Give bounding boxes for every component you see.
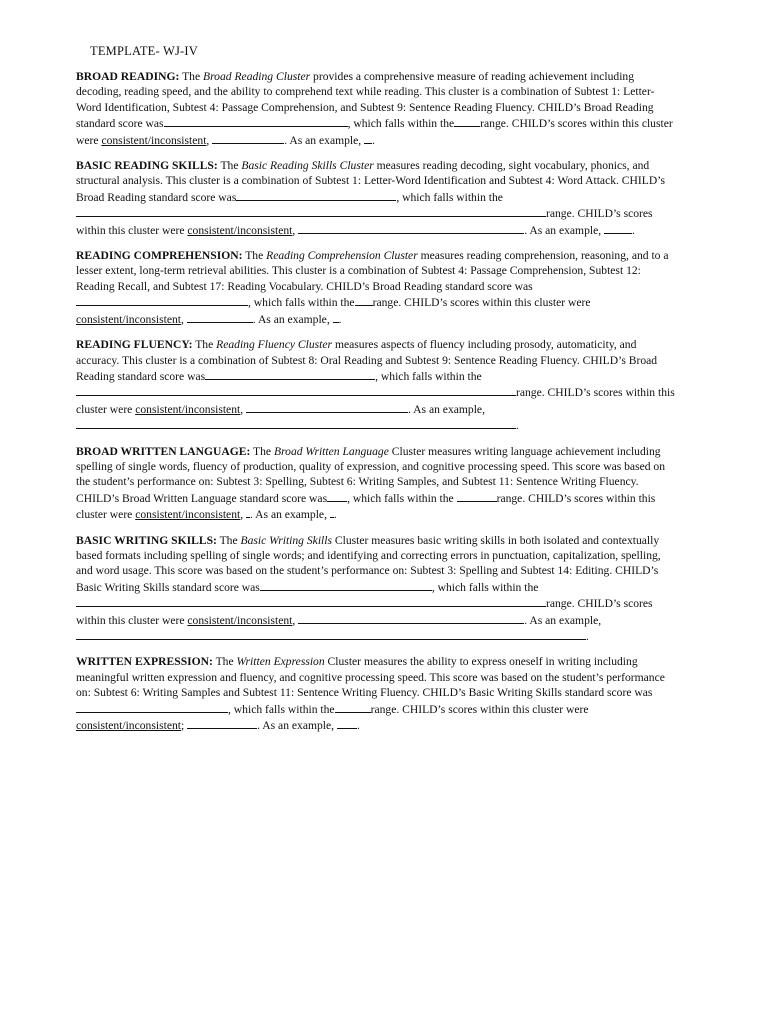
consistency-option: consistent/inconsistent: [76, 719, 181, 733]
section-heading: WRITTEN EXPRESSION:: [76, 655, 213, 669]
explanation-blank[interactable]: [246, 401, 408, 413]
range-blank[interactable]: [457, 490, 497, 502]
section-paragraph: READING FLUENCY: The Reading Fluency Cluster measures aspects of fluency including prosody, automaticity, and accuracy. This cluster is a combination of Subtest 8: Oral Reading and Subtest 9: Sentence Reading Fluency. CHILD’s Broad Reading standard score was , which falls within therange. CHILD’s scores within this cluster were consistent/inconsistent, . As an example, .: [76, 338, 675, 433]
consistency-option: consistent/inconsistent: [135, 508, 241, 522]
score-blank[interactable]: [164, 115, 348, 127]
cluster-name: Reading Fluency Cluster: [216, 338, 333, 352]
section-basic-reading-skills: [76, 158, 676, 238]
cluster-name: Basic Reading Skills Cluster: [241, 159, 374, 173]
score-blank[interactable]: [236, 189, 396, 201]
example-blank[interactable]: [364, 132, 372, 144]
section-paragraph: BASIC READING SKILLS: The Basic Reading Skills Cluster measures reading decoding, sight vocabulary, phonics, and structural analysis. This cluster is a combination of Subtest 1: Letter-Word Identification and Subtest 4: Word Attack. CHILD’s Broad Reading standard score was , which falls within the range. CHILD’s scores within this cluster were consistent/inconsistent, . As an example, .: [76, 159, 665, 237]
document-page: [76, 44, 676, 733]
section-paragraph: BROAD READING: The Broad Reading Cluster provides a comprehensive measure of reading achievement including decoding, reading speed, and the ability to comprehend text while reading. This cluster is a combination of Subtest 1: Letter-Word Identification, Subtest 4: Passage Comprehension, and Subtest 9: Sentence Reading Fluency. CHILD’s Broad Reading standard score was , which falls within the range. CHILD’s scores within this cluster were consistent/inconsistent, . As an example, .: [76, 70, 673, 147]
section-basic-writing-skills: [76, 533, 676, 645]
section-reading-comprehension: [76, 248, 676, 327]
range-blank[interactable]: [76, 205, 546, 217]
cluster-name: Broad Written Language: [273, 444, 389, 458]
section-broad-reading: [76, 69, 676, 148]
section-paragraph: READING COMPREHENSION: The Reading Comprehension Cluster measures reading comprehension, reasoning, and to a lesser extent, long-term retrieval abilities. This cluster is a combination of Subtest 4: Passage Comprehension, Subtest 12: Reading Recall, and Subtest 17: Reading Vocabulary. CHILD’s Broad Reading standard score was, which falls within the range. CHILD’s scores within this cluster were consistent/inconsistent, . As an example, .: [76, 249, 669, 326]
cluster-name: Broad Reading Cluster: [203, 70, 311, 83]
explanation-blank[interactable]: [212, 132, 284, 144]
explanation-blank[interactable]: [298, 222, 524, 234]
section-heading: READING FLUENCY:: [76, 338, 193, 352]
section-paragraph: WRITTEN EXPRESSION: The Written Expression Cluster measures the ability to express oneself in writing including meaningful written expression and fluency, and cognitive processing speed. This score was based on the student’s performance on: Subtest 6: Writing Samples and Subtest 11: Sentence Writing Fluency. CHILD’s Basic Writing Skills standard score was, which falls within the range. CHILD’s scores within this cluster were consistent/inconsistent; . As an example, .: [76, 655, 665, 733]
range-blank[interactable]: [76, 595, 546, 607]
score-blank[interactable]: [205, 368, 375, 380]
score-blank[interactable]: [76, 701, 228, 713]
range-blank[interactable]: [355, 294, 373, 306]
section-written-expression: [76, 654, 676, 733]
consistency-option: consistent/inconsistent: [76, 312, 181, 326]
example-blank[interactable]: [76, 628, 586, 640]
cluster-name: Written Expression: [236, 655, 325, 669]
score-blank[interactable]: [76, 294, 248, 306]
section-heading: BASIC WRITING SKILLS:: [76, 533, 217, 547]
document-title: TEMPLATE- WJ-IV: [90, 44, 198, 58]
section-paragraph: BASIC WRITING SKILLS: The Basic Writing Skills Cluster measures basic writing skills in both isolated and contextually based formats including spelling of single words; and identifying and correcting errors in punctuation, capitalization, spelling, and word usage. This score was based on the student’s performance on: Subtest 3: Spelling and Subtest 14: Editing. CHILD’s Basic Writing Skills standard score was , which falls within therange. CHILD’s scores within this cluster were consistent/inconsistent, . As an example, .: [76, 533, 661, 643]
consistency-option: consistent/inconsistent: [101, 133, 207, 147]
section-heading: BROAD WRITTEN LANGUAGE:: [76, 444, 251, 458]
consistency-option: consistent/inconsistent: [187, 223, 293, 237]
example-blank[interactable]: [604, 222, 632, 234]
section-heading: BROAD READING:: [76, 70, 180, 83]
consistency-option: consistent/inconsistent: [187, 613, 293, 627]
score-blank[interactable]: [260, 579, 432, 591]
range-blank[interactable]: [76, 384, 516, 396]
explanation-blank[interactable]: [187, 311, 253, 323]
example-blank[interactable]: [76, 417, 516, 429]
section-broad-written-language: [76, 444, 676, 523]
explanation-blank[interactable]: [298, 612, 524, 624]
section-heading: READING COMPREHENSION:: [76, 249, 243, 263]
section-paragraph: BROAD WRITTEN LANGUAGE: The Broad Written Language Cluster measures writing language achievement including spelling of single words, fluency of production, quality of expression, and cognitive processing speed. This score was based on the student’s performance on: Subtest 3: Spelling, Subtest 6: Writing Samples, and Subtest 11: Sentence Writing Fluency. CHILD’s Broad Written Language standard score was , which falls within the range. CHILD’s scores within this cluster were consistent/inconsistent, . As an example, .: [76, 444, 666, 522]
explanation-blank[interactable]: [187, 717, 257, 729]
example-blank[interactable]: [337, 717, 357, 729]
range-blank[interactable]: [454, 115, 480, 127]
consistency-option: consistent/inconsistent: [135, 402, 241, 416]
cluster-name: Basic Writing Skills: [240, 533, 332, 547]
section-reading-fluency: [76, 337, 676, 433]
section-heading: BASIC READING SKILLS:: [76, 159, 218, 173]
range-blank[interactable]: [335, 701, 371, 713]
score-blank[interactable]: [327, 490, 347, 502]
cluster-name: Reading Comprehension Cluster: [266, 249, 418, 263]
